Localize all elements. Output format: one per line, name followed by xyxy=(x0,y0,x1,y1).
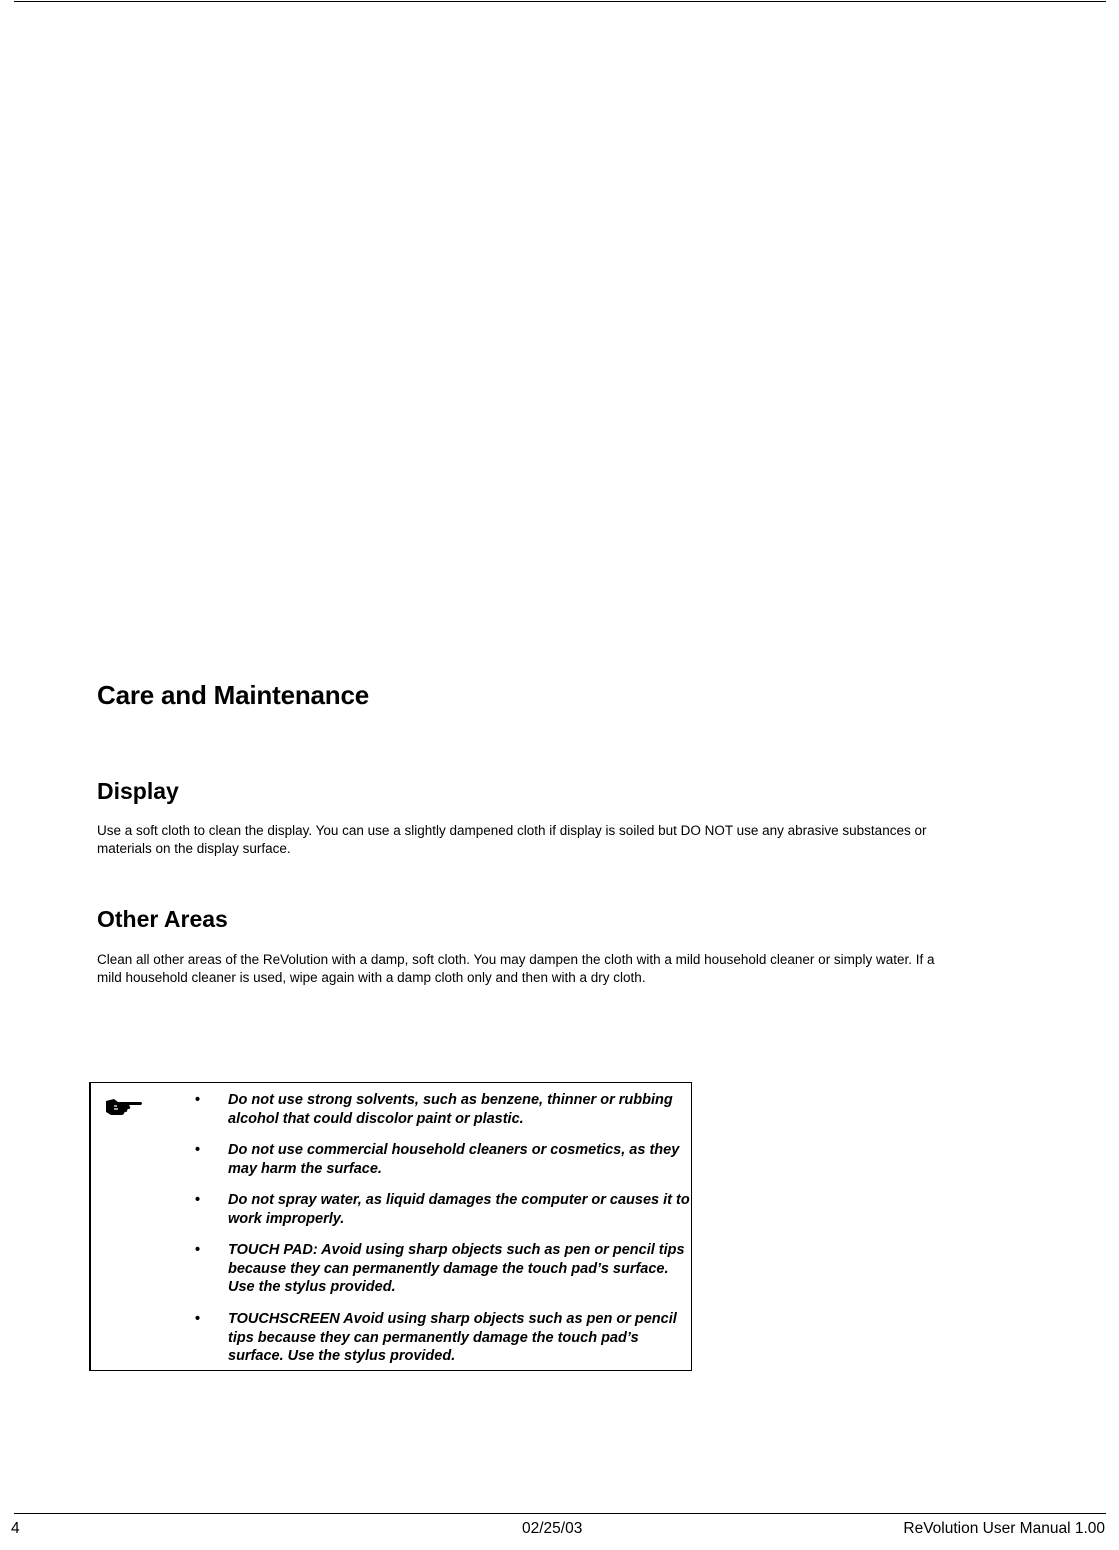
footer-document-title: ReVolution User Manual 1.00 xyxy=(903,1520,1105,1537)
bullet: • xyxy=(195,1311,201,1327)
bullet: • xyxy=(195,1092,201,1108)
display-paragraph: Use a soft cloth to clean the display. You can use a slightly dampened cloth if display is soiled but DO NOT use any abrasive substances or materials on the display surface. xyxy=(97,823,927,856)
caution-item-text: Do not spray water, as liquid damages the computer or causes it to work improperly. xyxy=(228,1192,690,1227)
other-areas-heading: Other Areas xyxy=(97,906,228,932)
bullet: • xyxy=(195,1242,201,1258)
page-number: 4 xyxy=(11,1520,20,1537)
caution-item-text: TOUCHSCREEN Avoid using sharp objects such as pen or pencil tips because they can permanently damage the touch pad’s surface. Use the stylus provided. xyxy=(228,1311,677,1364)
caution-item-2 xyxy=(195,1141,690,1178)
header-rule xyxy=(14,1,1106,2)
caution-note-box xyxy=(89,1082,692,1371)
caution-item-4 xyxy=(195,1241,690,1297)
caution-item-5 xyxy=(195,1310,690,1366)
other-areas-paragraph: Clean all other areas of the ReVolution with a damp, soft cloth. You may dampen the cloth with a mild household cleaner or simply water. If a mild household cleaner is used, wipe again with a damp cloth only and then with a dry cloth. xyxy=(97,952,935,985)
footer-date: 02/25/03 xyxy=(522,1520,583,1537)
caution-item-text: Do not use commercial household cleaners or cosmetics, as they may harm the surface. xyxy=(228,1142,680,1177)
footer-rule xyxy=(14,1513,1106,1514)
pointing-hand-icon xyxy=(104,1095,144,1117)
caution-item-1 xyxy=(195,1091,690,1128)
bullet: • xyxy=(195,1192,201,1208)
section-title: Care and Maintenance xyxy=(97,680,369,710)
display-heading: Display xyxy=(97,778,179,804)
caution-item-text: Do not use strong solvents, such as benzene, thinner or rubbing alcohol that could discolor paint or plastic. xyxy=(228,1092,673,1127)
bullet: • xyxy=(195,1142,201,1158)
caution-item-text: TOUCH PAD: Avoid using sharp objects such as pen or pencil tips because they can permanently damage the touch pad’s surface. Use the stylus provided. xyxy=(228,1242,685,1295)
caution-item-3 xyxy=(195,1191,690,1228)
